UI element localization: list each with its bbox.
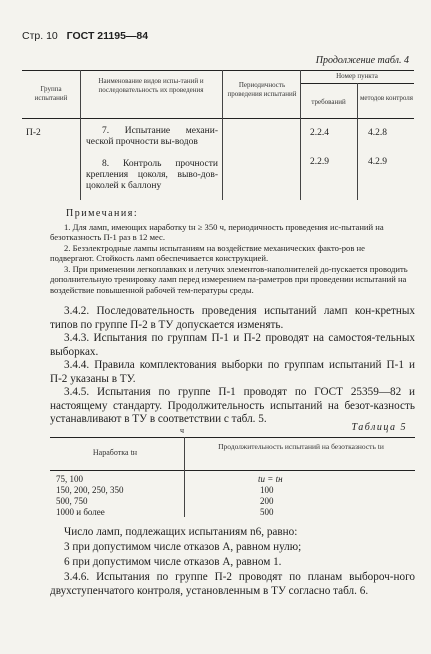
t5-row-4-a: 1000 и более: [56, 507, 105, 517]
col-name: Наименование видов испы-таний и последовательность их проведения: [98, 77, 204, 94]
col-points: Номер пункта: [336, 72, 378, 80]
t5-row-3-b: 200: [260, 496, 274, 506]
para-count-3: 3 при допустимом числе отказов A, равном нулю;: [64, 541, 302, 553]
t5-col-1: Наработка tн: [92, 448, 138, 457]
para-3-4-5: 3.4.5. Испытания по группе П-1 проводят по ГОСТ 25359—82 и настоящему стандарту. Продолжительность испытаний на безот-казность устанавливают в ТУ в соответствии с табл. 5.: [50, 386, 415, 425]
t5-row-3-a: 500, 750: [56, 496, 88, 506]
row-req7: 2.2.4: [310, 128, 329, 138]
col-methods: методов контроля: [360, 94, 413, 102]
row-item7: 7. Испытание механи-ческой прочности вы-водов: [86, 126, 218, 147]
para-3-4-6: 3.4.6. Испытания по группе П-2 проводят по планам выбороч-ного двухступенчатого контроля, установленным в ТУ согласно табл. 6.: [50, 571, 415, 597]
row-item8: 8. Контроль прочности крепления цоколя, выво-дов-цоколей к баллону: [86, 159, 218, 191]
para-count-6: 6 при допустимом числе отказов A, равном 1.: [64, 556, 282, 568]
page-label: Стр. 10: [22, 30, 58, 42]
table5-caption: Таблица 5: [351, 422, 407, 433]
col-group: Группа испытаний: [34, 85, 68, 102]
note-3: 3. При применении легкоплавких и летучих элементов-наполнителей до-пускается проводить дополнительную тренировку ламп перед измерением па-раметров при проведении испытаний на воздействие повышенной рабочей тем-пературы среды.: [50, 264, 408, 295]
para-3-4-4: 3.4.4. Правила комплектования выборки по группам испытаний П-1 и П-2 указаны в ТУ.: [50, 359, 415, 385]
row-group: П-2: [26, 128, 41, 138]
row-meth7: 4.2.8: [368, 128, 387, 138]
t5-col-2: Продолжительность испытаний на безотказность tи: [218, 442, 384, 451]
col-period: Периодичность проведения испытаний: [227, 81, 297, 98]
standard-code: ГОСТ 21195—84: [66, 30, 149, 42]
page-header: [22, 30, 148, 42]
note-1: 1. Для ламп, имеющих наработку tн ≥ 350 ч, периодичность проведения ис-пытаний на безотказность П-1 раз в 12 мес.: [50, 222, 384, 243]
t5-row-1-b: tи = tн: [258, 474, 283, 484]
table4-continuation: Продолжение табл. 4: [315, 55, 409, 66]
notes-title: Примечания:: [66, 208, 139, 219]
t5-row-1-a: 75, 100: [56, 474, 83, 484]
t5-row-2-a: 150, 200, 250, 350: [56, 485, 124, 495]
para-3-4-2: 3.4.2. Последовательность проведения испытаний ламп кон-кретных типов по группе П-2 в ТУ допускается изменять.: [50, 305, 415, 331]
table5-unit: ч: [180, 426, 185, 435]
para-3-4-3: 3.4.3. Испытания по группам П-1 и П-2 проводят на самостоя-тельных выборках.: [50, 332, 415, 358]
col-req: требований: [311, 98, 346, 106]
t5-row-4-b: 500: [260, 507, 274, 517]
row-req8: 2.2.9: [310, 157, 329, 167]
note-2: 2. Безэлектродные лампы испытаниям на воздействие механических факто-ров не подвергают. Стойкость ламп обеспечивается конструкцией.: [50, 243, 365, 264]
t5-row-2-b: 100: [260, 485, 274, 495]
para-count: Число ламп, подлежащих испытаниям n6, равно:: [64, 526, 298, 538]
row-meth8: 4.2.9: [368, 157, 387, 167]
